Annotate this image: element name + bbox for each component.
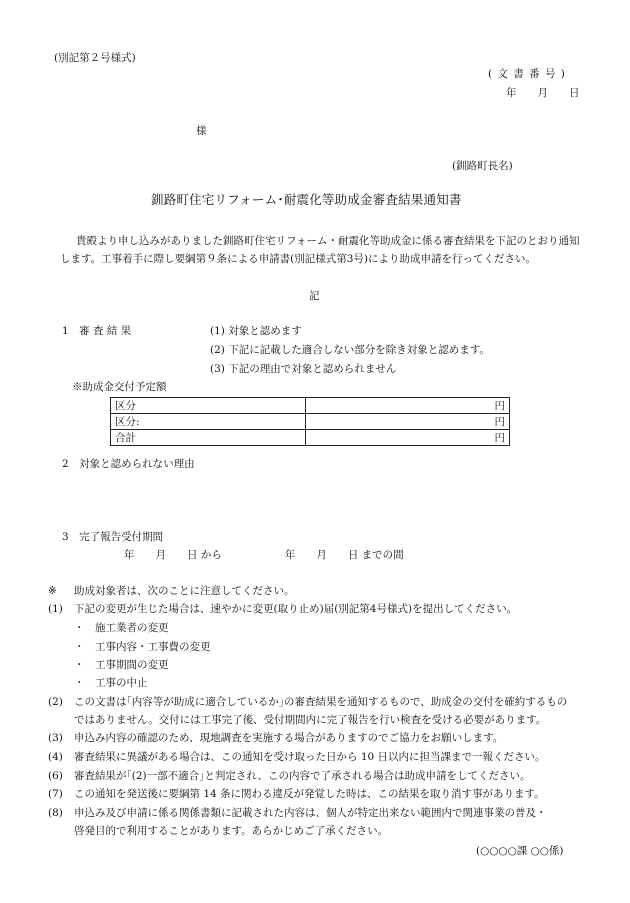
- note-number: (4): [48, 751, 63, 763]
- note-text: 下記の変更が生じた場合は、速やかに変更(取り止め)届(別記第4号様式)を提出してください。: [74, 603, 518, 615]
- note-bullet: ・ 施工業者の変更: [74, 622, 169, 634]
- section1-label: 1 審 査 結 果: [62, 325, 132, 337]
- table-row: [111, 414, 510, 430]
- section3-label: 3 完了報告受付期間: [62, 531, 164, 543]
- table-cell-label: 区分: [111, 398, 306, 414]
- result-option-3: (3) 下記の理由で対象と認められません: [210, 363, 397, 375]
- note-number: (6): [48, 770, 63, 782]
- department-footer: (○○○○課 ○○係): [476, 845, 564, 857]
- result-option-2: (2) 下記に記載した適合しない部分を除き対象と認めます。: [210, 344, 490, 356]
- intro-line-1: 貴殿より申し込みがありました釧路町住宅リフォーム・耐震化等助成金に係る審査結果を下記のとおり通知: [76, 235, 580, 247]
- reception-period: 年 月 日 から 年 月 日 までの間: [124, 549, 404, 561]
- result-option-1: (1) 対象と認めます: [210, 325, 302, 337]
- note-text: ではありません。交付には工事完了後、受付期間内に完了報告を行い検査を受ける必要があります。: [74, 714, 547, 726]
- amount-heading: ※助成金交付予定額: [72, 381, 167, 393]
- form-label: (別記第２号様式): [54, 52, 136, 64]
- note-text: この文書は｢内容等が助成に適合しているか｣の審査結果を通知するもので、助成金の交付を確約するもの: [74, 696, 568, 708]
- note-number: (3): [48, 732, 63, 744]
- note-number: (8): [48, 807, 63, 819]
- table-cell-label: 区分:: [111, 414, 306, 430]
- note-text: 審査結果が｢(2)一部不適合｣と判定され、この内容で了承される場合は助成申請をしてください。: [74, 770, 531, 782]
- issue-date: 年 月 日: [506, 87, 580, 99]
- table-row: [111, 430, 510, 446]
- table-cell-label: 合計: [111, 430, 306, 446]
- note-text: 啓発目的で利用することがあります。あらかじめご了承ください。: [74, 825, 389, 837]
- note-bullet: ・ 工事の中止: [74, 677, 148, 689]
- note-number: (2): [48, 696, 63, 708]
- notes-mark: ※: [48, 585, 57, 597]
- amount-table: [110, 397, 510, 446]
- issuer-name: (釧路町長名): [452, 160, 513, 172]
- table-cell-amount: 円: [306, 430, 510, 446]
- note-number: (1): [48, 603, 63, 615]
- addressee-suffix: 様: [196, 125, 207, 137]
- ki-heading: 記: [309, 290, 320, 302]
- document-title: 釧路町住宅リフォーム･耐震化等助成金審査結果通知書: [151, 192, 462, 207]
- note-text: この通知を発送後に要綱第 14 条に関わる違反が発覚した時は、この結果を取り消す事があります。: [74, 788, 545, 800]
- table-row: [111, 398, 510, 414]
- note-bullet: ・ 工事期間の変更: [74, 659, 169, 671]
- document-number: ( 文 書 番 号 ): [488, 68, 566, 80]
- table-cell-amount: 円: [306, 414, 510, 430]
- note-number: (7): [48, 788, 63, 800]
- note-text: 申込み内容の確認のため、現地調査を実施する場合がありますのでご協力をお願いします。: [74, 732, 504, 744]
- section2-label: 2 対象と認められない理由: [62, 458, 195, 470]
- note-text: 審査結果に異議がある場合は、この通知を受け取った日から 10 日以内に担当課まで一報ください。: [74, 751, 546, 763]
- note-text: 申込み及び申請に係る関係書類に記載された内容は、個人が特定出来ない範囲内で関連事業の普及・: [74, 807, 547, 819]
- intro-line-2: します。工事着手に際し要綱第９条による申請書(別記様式第3号)により助成申請を行ってください。: [60, 253, 537, 265]
- table-cell-amount: 円: [306, 398, 510, 414]
- notes-heading: 助成対象者は、次のことに注意してください。: [74, 585, 295, 597]
- note-bullet: ・ 工事内容・工事費の変更: [74, 641, 211, 653]
